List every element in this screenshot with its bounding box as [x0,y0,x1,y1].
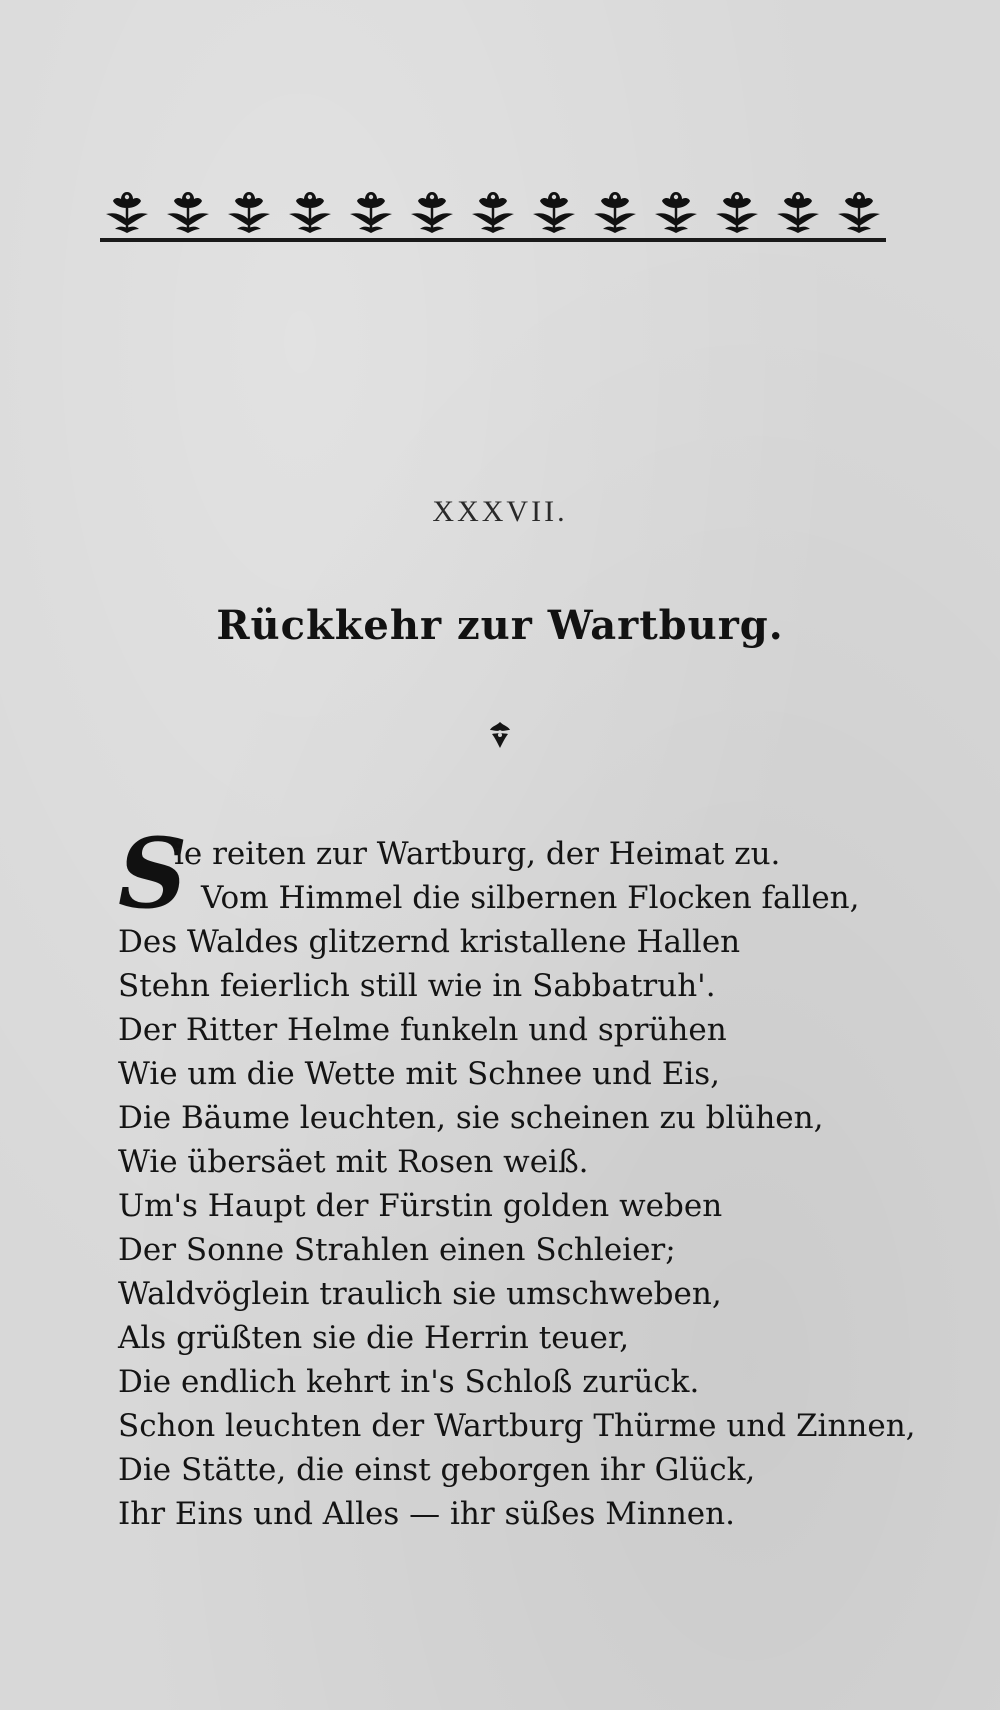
poem-line: Der Ritter Helme funkeln und sprühen [118,1012,727,1048]
poem-line: Die Bäume leuchten, sie scheinen zu blühen, [118,1100,824,1136]
poem-line: ie reiten zur Wartburg, der Heimat zu. [174,836,781,872]
poem-line: Um's Haupt der Fürstin golden weben [118,1188,723,1224]
poem-line: Stehn feierlich still wie in Sabbatruh'. [118,968,716,1004]
tulip-ornament-icon [100,184,154,238]
tulip-ornament-icon [405,184,459,238]
chapter-number: XXXVII. [432,495,568,528]
tulip-ornament-icon [649,184,703,238]
poem-line: Als grüßten sie die Herrin teuer, [118,1320,630,1356]
tulip-ornament-icon [527,184,581,238]
tulip-ornament-icon [161,184,215,238]
tulip-ornament-icon [588,184,642,238]
poem-line: Des Waldes glitzernd kristallene Hallen [118,924,741,960]
poem-line: Schon leuchten der Wartburg Thürme und Zinnen, [118,1408,916,1444]
poem-line: Ihr Eins und Alles — ihr süßes Minnen. [118,1496,735,1532]
ornament-rule [100,238,886,242]
poem-line: Vom Himmel die silbernen Flocken fallen, [201,880,860,916]
poem-line: Wie um die Wette mit Schnee und Eis, [118,1056,721,1092]
ornament-border [100,182,886,238]
tulip-ornament-icon [832,184,886,238]
tulip-ornament-icon [344,184,398,238]
floral-flourish-icon [483,718,517,752]
tulip-ornament-icon [466,184,520,238]
poem-line: Die Stätte, die einst geborgen ihr Glück, [118,1452,756,1488]
drop-cap: S [118,817,188,930]
tulip-ornament-icon [283,184,337,238]
poem-line: Wie übersäet mit Rosen weiß. [118,1144,589,1180]
poem-title: Rückkehr zur Wartburg. [216,602,784,649]
poem-line: Der Sonne Strahlen einen Schleier; [118,1232,676,1268]
tulip-ornament-icon [710,184,764,238]
poem-line: Die endlich kehrt in's Schloß zurück. [118,1364,700,1400]
poem-line: Waldvöglein traulich sie umschweben, [118,1276,722,1312]
tulip-ornament-icon [771,184,825,238]
tulip-ornament-icon [222,184,276,238]
